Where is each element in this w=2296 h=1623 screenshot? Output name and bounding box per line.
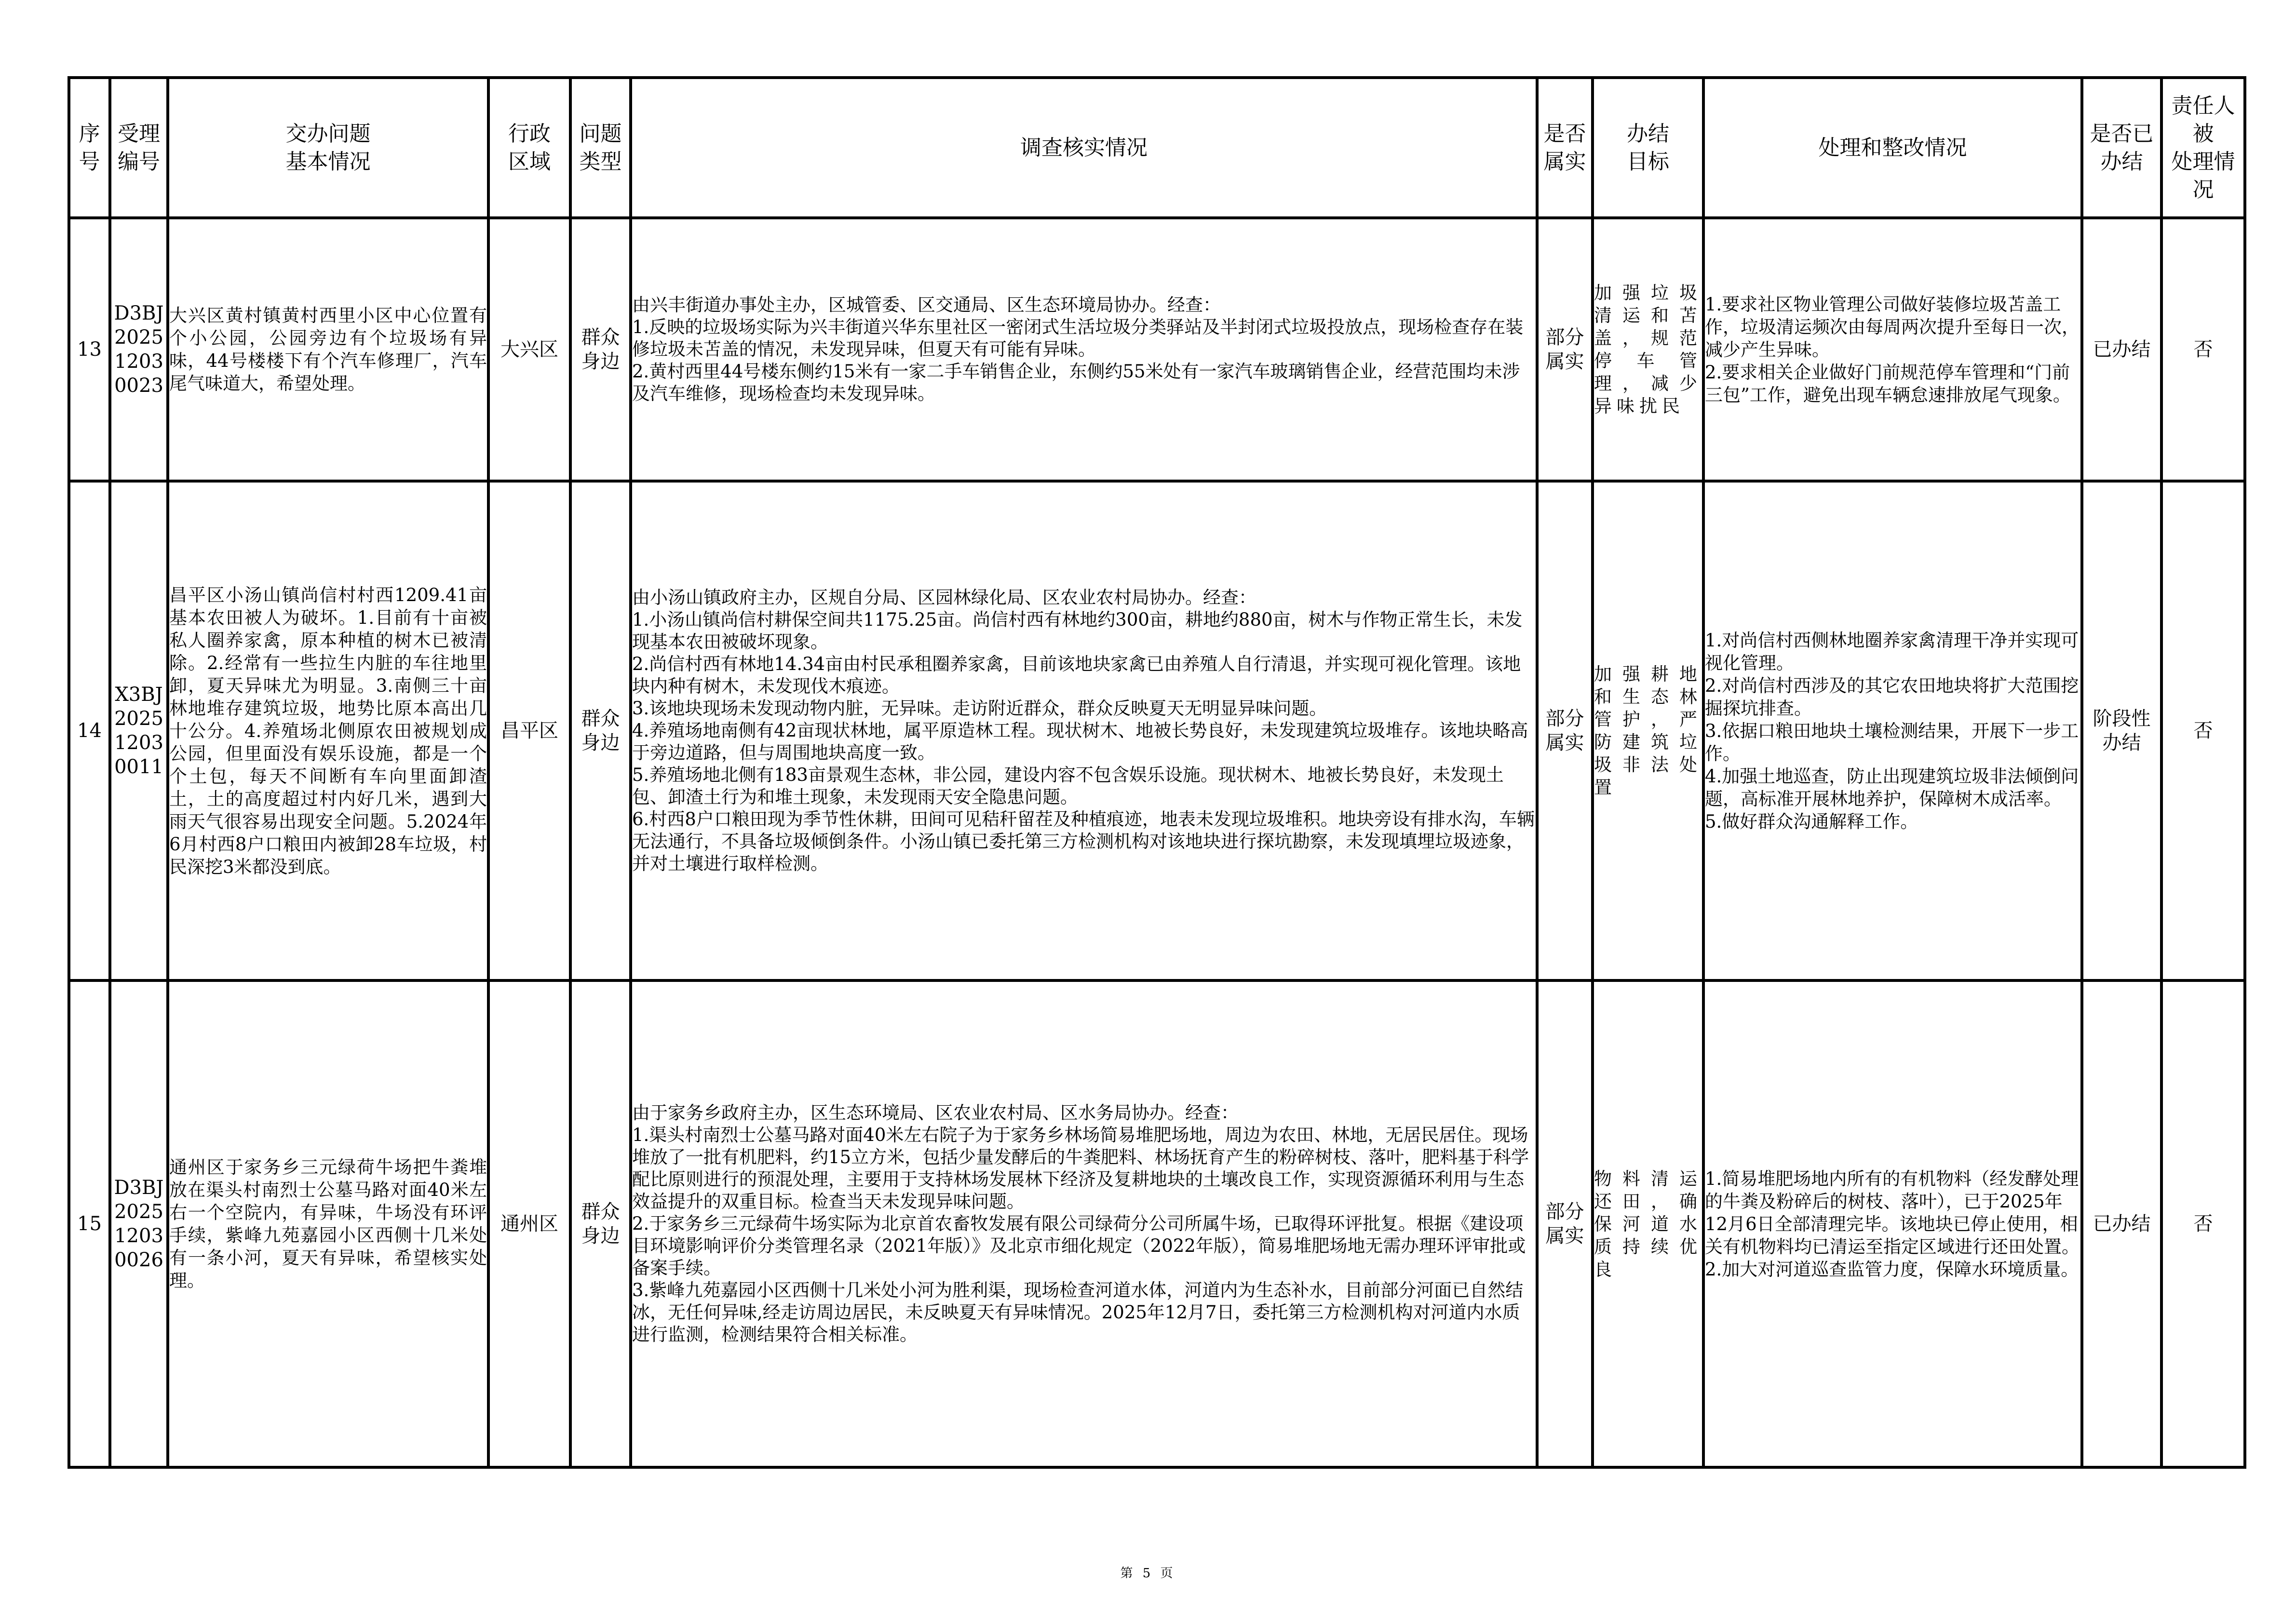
table-row [69, 980, 2245, 1467]
cell-investigation: 由小汤山镇政府主办，区规自分局、区园林绿化局、区农业农村局协办。经查： 1.小汤山镇尚信村耕保空间共1175.25亩。尚信村西有林地约300亩，耕地约880亩，树木与作物正常生长，未发现基本农田被破坏现象。 2.尚信村西有林地14.34亩由村民承租圈养家禽，目前该地块家禽已由养殖人自行清退，并实现可视化管理。该地块内种有树木，未发现伐木痕迹。 3.该地块现场未发现动物内脏，无异味。走访附近群众，群众反映夏天无明显异味问题。 4.养殖场地南侧有42亩现状林地，属平原造林工程。现状树木、地被长势良好，未发现建筑垃圾堆存。该地块略高于旁边道路，但与周围地块高度一致。 5.养殖场地北侧有183亩景观生态林，非公园，建设内容不包含娱乐设施。现状树木、地被长势良好，未发现土包、卸渣土行为和堆土现象，未发现雨天安全隐患问题。 6.村西8户口粮田现为季节性休耕，田间可见秸秆留茬及种植痕迹，地表未发现垃圾堆积。地块旁设有排水沟，车辆无法通行，不具备垃圾倾倒条件。小汤山镇已委托第三方检测机构对该地块进行探坑勘察，未发现填埋垃圾迹象，并对土壤进行取样检测。 [631, 481, 1537, 980]
cell-goal: 加强垃圾清运和苫盖，规范停车管理，减少异味扰民 [1593, 218, 1703, 481]
cell-district: 通州区 [488, 980, 570, 1467]
cell-closed: 已办结 [2082, 980, 2161, 1467]
cell-goal: 物料清运还田，确保河道水质持续优良 [1593, 980, 1703, 1467]
cell-verified: 部分 属实 [1537, 481, 1593, 980]
cell-closed: 阶段性 办结 [2082, 481, 2161, 980]
header-accountability: 责任人被 处理情况 [2161, 78, 2245, 218]
header-handling: 处理和整改情况 [1703, 78, 2082, 218]
cell-handling: 1.简易堆肥场地内所有的有机物料（经发酵处理的牛粪及粉碎后的树枝、落叶），已于2025年12月6日全部清理完毕。该地块已停止使用，相关有机物料均已清运至指定区域进行还田处置。 2.加大对河道巡查监管力度，保障水环境质量。 [1703, 980, 2082, 1467]
cell-type: 群众 身边 [570, 218, 631, 481]
header-code: 受理 编号 [110, 78, 168, 218]
header-closed: 是否已 办结 [2082, 78, 2161, 218]
header-verified: 是否 属实 [1537, 78, 1593, 218]
cell-issue: 昌平区小汤山镇尚信村村西1209.41亩基本农田被人为破坏。1.目前有十亩被私人圈养家禽，原本种植的树木已被清除。2.经常有一些拉生内脏的车往地里卸，夏天异味尤为明显。3.南侧三十亩林地堆存建筑垃圾，地势比原本高出几十公分。4.养殖场北侧原农田被规划成公园，但里面没有娱乐设施，都是一个个土包，每天不间断有车向里面卸渣土，土的高度超过村内好几米，遇到大雨天气很容易出现安全问题。5.2024年6月村西8户口粮田内被卸28车垃圾，村民深挖3米都没到底。 [168, 481, 488, 980]
cell-district: 昌平区 [488, 481, 570, 980]
cell-verified: 部分 属实 [1537, 218, 1593, 481]
header-type: 问题 类型 [570, 78, 631, 218]
cell-investigation: 由兴丰街道办事处主办，区城管委、区交通局、区生态环境局协办。经查： 1.反映的垃圾场实际为兴丰街道兴华东里社区一密闭式生活垃圾分类驿站及半封闭式垃圾投放点，现场检查存在装修垃圾未苫盖的情况，未发现异味，但夏天有可能有异味。 2.黄村西里44号楼东侧约15米有一家二手车销售企业，东侧约55米处有一家汽车玻璃销售企业，经营范围均未涉及汽车维修，现场检查均未发现异味。 [631, 218, 1537, 481]
page-number: 第 5 页 [1120, 1566, 1176, 1581]
cell-code: X3BJ 2025 1203 0011 [110, 481, 168, 980]
cell-handling: 1.对尚信村西侧林地圈养家禽清理干净并实现可视化管理。 2.对尚信村西涉及的其它农田地块将扩大范围挖掘探坑排查。 3.依据口粮田地块土壤检测结果，开展下一步工作。 4.加强土地巡查，防止出现建筑垃圾非法倾倒问题，高标准开展林地养护，保障树木成活率。 5.做好群众沟通解释工作。 [1703, 481, 2082, 980]
cell-seq: 15 [69, 980, 110, 1467]
cell-seq: 14 [69, 481, 110, 980]
header-goal: 办结 目标 [1593, 78, 1703, 218]
cell-type: 群众 身边 [570, 980, 631, 1467]
header-seq: 序 号 [69, 78, 110, 218]
cell-handling: 1.要求社区物业管理公司做好装修垃圾苫盖工作，垃圾清运频次由每周两次提升至每日一次，减少产生异味。 2.要求相关企业做好门前规范停车管理和“门前三包”工作，避免出现车辆怠速排放尾气现象。 [1703, 218, 2082, 481]
cell-code: D3BJ 2025 1203 0026 [110, 980, 168, 1467]
table-row [69, 481, 2245, 980]
table-header-row [69, 78, 2245, 218]
cell-accountability: 否 [2161, 481, 2245, 980]
header-issue: 交办问题 基本情况 [168, 78, 488, 218]
header-district: 行政 区域 [488, 78, 570, 218]
supervision-case-table [68, 76, 2246, 1469]
cell-seq: 13 [69, 218, 110, 481]
cell-accountability: 否 [2161, 218, 2245, 481]
cell-goal: 加强耕地和生态林管护，严防建筑垃圾非法处置 [1593, 481, 1703, 980]
cell-investigation: 由于家务乡政府主办，区生态环境局、区农业农村局、区水务局协办。经查： 1.渠头村南烈士公墓马路对面40米左右院子为于家务乡林场简易堆肥场地，周边为农田、林地，无居民居住。现场堆放了一批有机肥料，约15立方米，包括少量发酵后的牛粪肥料、林场抚育产生的粉碎树枝、落叶，肥料基于科学配比原则进行的预混处理，主要用于支持林场发展林下经济及复耕地块的土壤改良工作，实现资源循环利用与生态效益提升的双重目标。检查当天未发现异味问题。 2.于家务乡三元绿荷牛场实际为北京首农畜牧发展有限公司绿荷分公司所属牛场，已取得环评批复。根据《建设项目环境影响评价分类管理名录（2021年版）》及北京市细化规定（2022年版），简易堆肥场地无需办理环评审批或备案手续。 3.紫峰九苑嘉园小区西侧十几米处小河为胜利渠，现场检查河道水体，河道内为生态补水，目前部分河面已自然结冰，无任何异味,经走访周边居民，未反映夏天有异味情况。2025年12月7日，委托第三方检测机构对河道内水质进行监测，检测结果符合相关标准。 [631, 980, 1537, 1467]
cell-issue: 通州区于家务乡三元绿荷牛场把牛粪堆放在渠头村南烈士公墓马路对面40米左右一个空院内，有异味，牛场没有环评手续，紫峰九苑嘉园小区西侧十几米处有一条小河，夏天有异味，希望核实处理。 [168, 980, 488, 1467]
cell-code: D3BJ 2025 1203 0023 [110, 218, 168, 481]
table-row [69, 218, 2245, 481]
cell-district: 大兴区 [488, 218, 570, 481]
cell-closed: 已办结 [2082, 218, 2161, 481]
cell-type: 群众 身边 [570, 481, 631, 980]
cell-verified: 部分 属实 [1537, 980, 1593, 1467]
cell-accountability: 否 [2161, 980, 2245, 1467]
cell-issue: 大兴区黄村镇黄村西里小区中心位置有个小公园，公园旁边有个垃圾场有异味，44号楼楼下有个汽车修理厂，汽车尾气味道大，希望处理。 [168, 218, 488, 481]
header-investigation: 调查核实情况 [631, 78, 1537, 218]
